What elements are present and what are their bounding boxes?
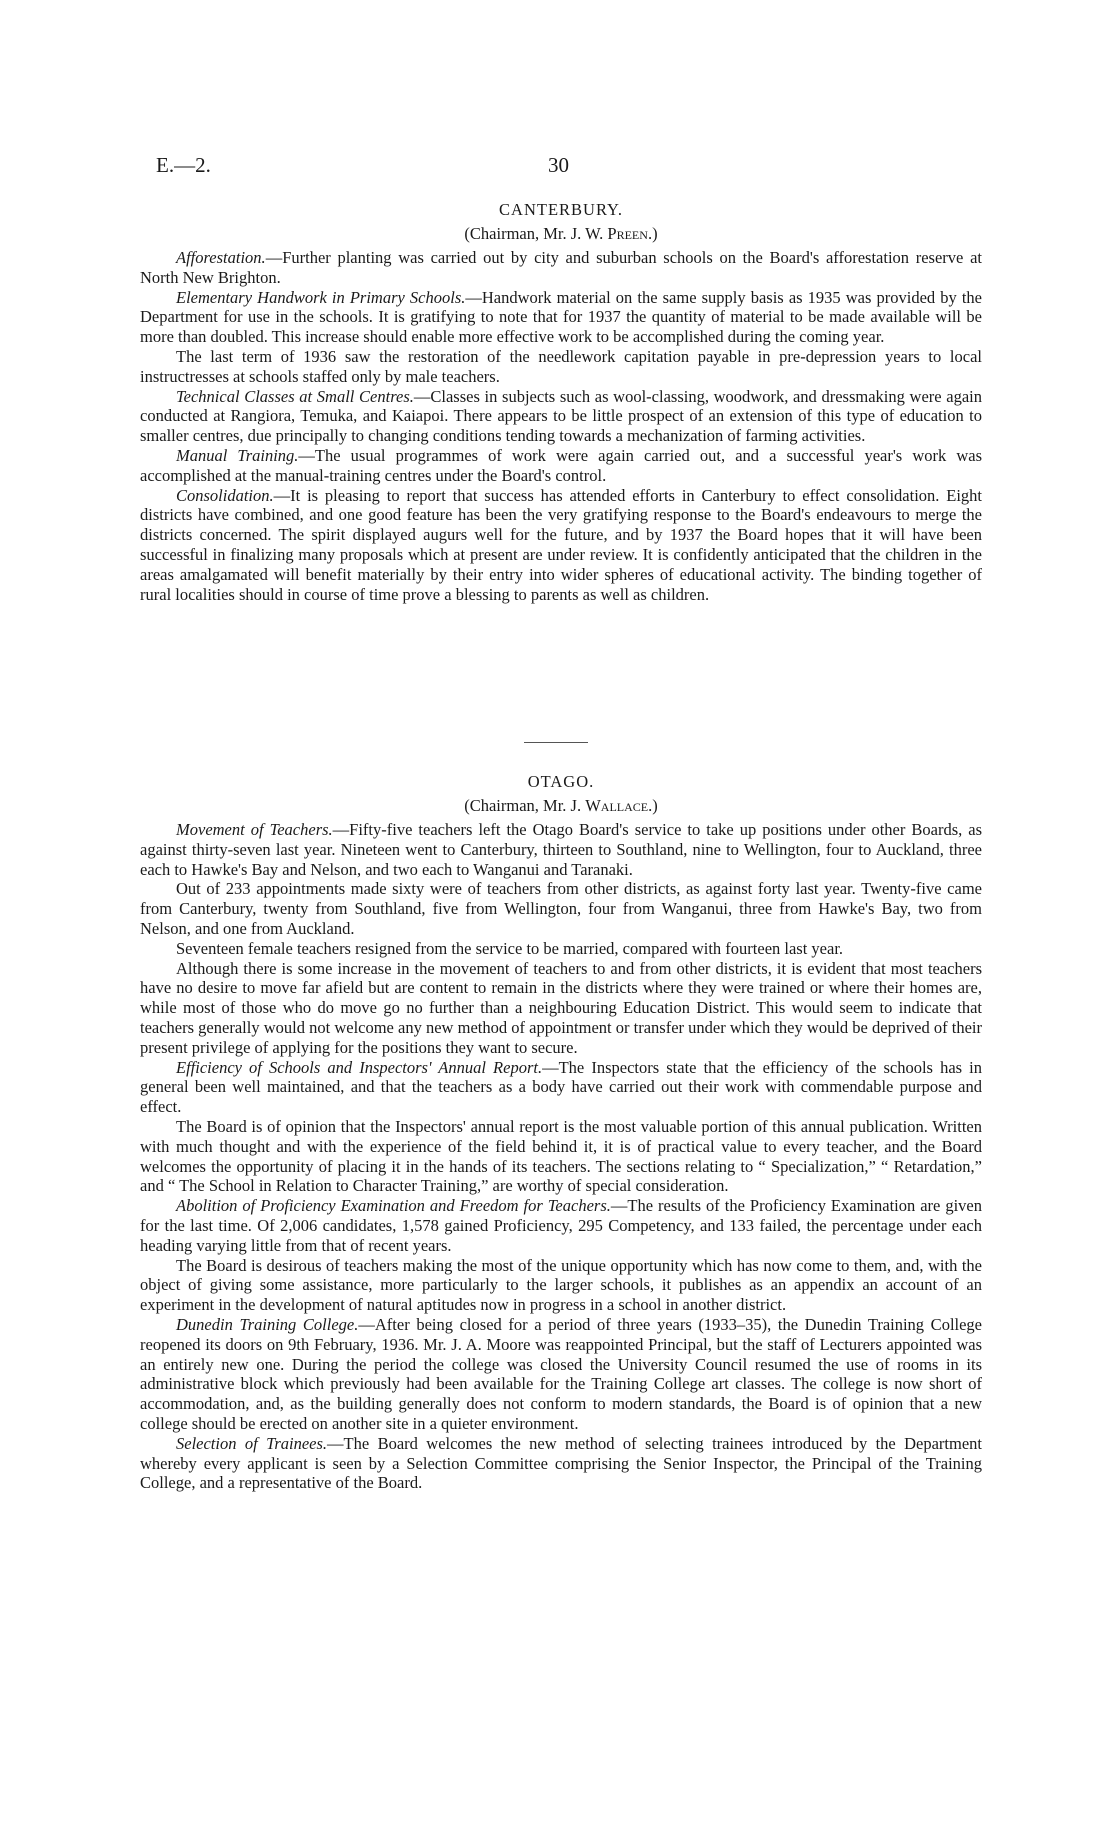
paragraph xyxy=(140,446,982,486)
paragraph-text: —Handwork material on the same supply basis as 1935 was provided by the Department for use in the schools. It is gratifying to note that for 1937 the quantity of material to be made available will be more than doubled. This increase should enable more effective work to be accomplished during the coming year. xyxy=(140,287,982,347)
paragraph xyxy=(140,347,982,387)
document-reference: E.—2. xyxy=(156,153,211,177)
chairman-prefix: (Chairman, Mr. J. W. xyxy=(464,224,608,243)
paragraph-text: —The Inspectors state that the efficiency of the schools has in general been well maintained, and that the teachers as a body have carried out their work with commendable purpose and effect. xyxy=(140,1057,982,1117)
paragraph xyxy=(140,1315,982,1434)
page-number: 30 xyxy=(548,153,569,177)
paragraph-heading: Consolidation. xyxy=(176,485,274,505)
chairman-name: Wallace xyxy=(585,796,649,815)
paragraph-text: —Fifty-five teachers left the Otago Board's service to take up positions under other Boards, as against thirty-seven last year. Nineteen went to Canterbury, thirteen to Southland, nine to Wellington, four to Auckland, three each to Hawke's Bay and Nelson, and two each to Wanganui and Taranaki. xyxy=(140,820,982,879)
paragraph xyxy=(140,939,982,959)
paragraph-heading: Movement of Teachers. xyxy=(176,820,333,839)
paragraph-text: The Board is of opinion that the Inspectors' annual report is the most valuable portion of this annual publication. Written with much thought and with the experience of the field behind it, it is of practical value to every teacher, and the Board welcomes the opportunity of placing it in the hands of its teachers. The sections relating to “ Specialization,” “ Retardation,” and “ The School in Relation to Character Training,” are worthy of special consideration. xyxy=(140,1116,982,1196)
paragraph-text: —The usual programmes of work were again carried out, and a successful year's work was accomplished at the manual-training centres under the Board's control. xyxy=(140,445,982,485)
chairman-line-canterbury xyxy=(140,224,982,244)
paragraph xyxy=(140,1256,982,1315)
paragraph xyxy=(140,387,982,446)
paragraph-heading: Dunedin Training College. xyxy=(176,1314,359,1334)
paragraph-text: —Further planting was carried out by city and suburban schools on the Board's afforestation reserve at North New Brighton. xyxy=(140,248,982,287)
canterbury-section xyxy=(140,200,982,604)
paragraph-text: —It is pleasing to report that success has attended efforts in Canterbury to effect consolidation. Eight districts have combined, and one good feature has been the very gratifying response to the Board's endeavours to merge the districts concerned. The spirit displayed augurs well for the future, and by 1937 the Board hopes that it will have been successful in finalizing many proposals which at present are under review. It is confidently anticipated that the children in the areas amalgamated will benefit materially by their entry into wider spheres of educational activity. The binding together of rural localities should in course of time prove a blessing to parents as well as children. xyxy=(140,485,982,604)
paragraph xyxy=(140,820,982,879)
chairman-suffix: .) xyxy=(648,796,658,815)
paragraph-heading: Manual Training. xyxy=(176,445,299,465)
paragraph-heading: Elementary Handwork in Primary Schools. xyxy=(176,287,466,307)
paragraph-text: —The results of the Proficiency Examination are given for the last time. Of 2,006 candidates, 1,578 gained Proficiency, 295 Competency, and 133 failed, the percentage under each heading varying little from that of recent years. xyxy=(140,1196,982,1255)
paragraph xyxy=(140,1117,982,1196)
chairman-suffix: .) xyxy=(647,224,658,243)
section-divider xyxy=(524,742,588,743)
paragraph-text: Out of 233 appointments made sixty were of teachers from other districts, as against forty last year. Twenty-five came from Canterbury, twenty from Southland, five from Wellington, four from Wanganui, three from Hawke's Bay, two from Nelson, and one from Auckland. xyxy=(140,879,982,938)
paragraph-heading: Abolition of Proficiency Examination and Freedom for Teachers. xyxy=(176,1196,611,1216)
paragraph-heading: Afforestation. xyxy=(176,248,266,267)
paragraph-heading: Efficiency of Schools and Inspectors' Annual Report. xyxy=(176,1057,543,1077)
paragraph-heading: Technical Classes at Small Centres. xyxy=(176,386,414,406)
paragraph-text: The last term of 1936 saw the restoration of the needlework capitation payable in pre-depression years to local instructresses at schools staffed only by male teachers. xyxy=(140,346,982,386)
section-title-canterbury: CANTERBURY. xyxy=(499,200,623,219)
paragraph xyxy=(140,248,982,288)
chairman-line-otago xyxy=(140,796,982,816)
paragraph-text: —After being closed for a period of three years (1933–35), the Dunedin Training College reopened its doors on 9th February, 1936. Mr. J. A. Moore was reappointed Principal, but the staff of Lecturers appointed was an entirely new one. During the period the college was closed the University Council resumed the use of rooms in its administrative block which previously had been available for the Training College art classes. The college is now short of accommodation, and, as the building generally does not conform to modern standards, the Board is of opinion that a new college should be erected on another site in a quieter environment. xyxy=(140,1314,983,1433)
paragraph-heading: Selection of Trainees. xyxy=(176,1433,328,1453)
chairman-prefix: (Chairman, Mr. J. xyxy=(464,796,586,815)
paragraph xyxy=(140,1058,982,1117)
paragraph-text: Although there is some increase in the movement of teachers to and from other districts, it is evident that most teachers have no desire to move far afield but are content to remain in the districts where they were trained or where their homes are, while most of those who do move go no further than a neighbouring Education District. This would seem to indicate that teachers generally would not welcome any new method of appointment or transfer under which they would be deprived of their present privilege of applying for the positions they want to secure. xyxy=(140,958,982,1057)
otago-section xyxy=(140,772,982,1493)
paragraph xyxy=(140,1196,982,1255)
paragraph xyxy=(140,486,982,605)
section-title-otago: OTAGO. xyxy=(527,772,595,791)
paragraph xyxy=(140,959,982,1058)
paragraph xyxy=(140,1434,982,1493)
chairman-name: Preen xyxy=(607,224,648,243)
paragraph xyxy=(140,288,982,347)
paragraph xyxy=(140,879,982,938)
otago-paragraphs xyxy=(140,820,982,1493)
paragraph-text: —Classes in subjects such as wool-classing, woodwork, and dressmaking were again conducted at Rangiora, Temuka, and Kaiapoi. There appears to be little prospect of an extension of this type of education to smaller centres, due principally to changing conditions tending towards a mechanization of farming activities. xyxy=(140,386,982,446)
paragraph-text: Seventeen female teachers resigned from the service to be married, compared with fourteen last year. xyxy=(176,938,844,958)
canterbury-paragraphs xyxy=(140,248,982,604)
paragraph-text: The Board is desirous of teachers making the most of the unique opportunity which has now come to them, and, with the object of giving some assistance, more particularly to the larger schools, it publishes as an appendix an account of an experiment in the development of natural aptitudes now in progress in a school in another district. xyxy=(140,1255,982,1315)
paragraph-text: —The Board welcomes the new method of selecting trainees introduced by the Department whereby every applicant is seen by a Selection Committee comprising the Senior Inspector, the Principal of the Training College, and a representative of the Board. xyxy=(140,1433,982,1493)
